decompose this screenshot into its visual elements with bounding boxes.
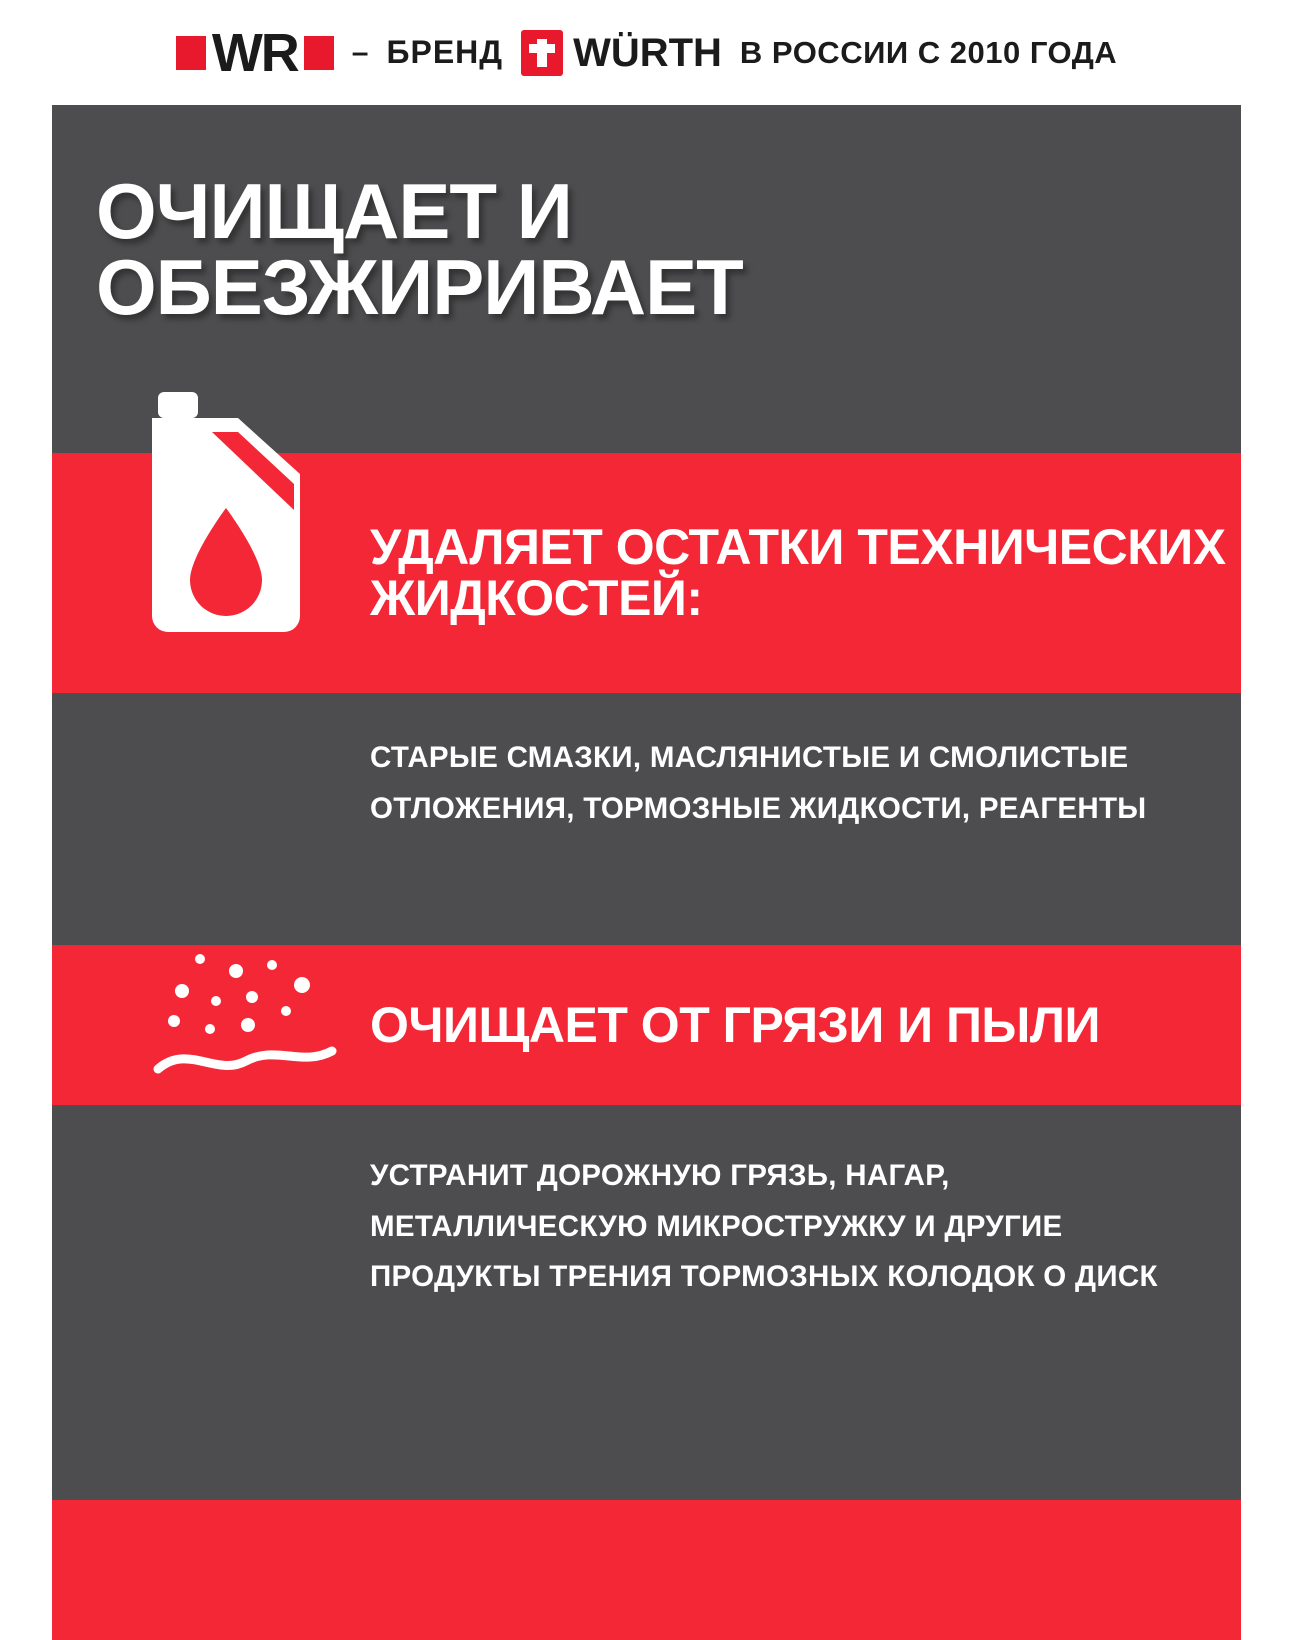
header-brand-word: БРЕНД [386, 34, 504, 70]
page-title [52, 105, 936, 332]
dust-particles-icon [152, 945, 342, 1105]
feature-heading-dirt: ОЧИЩАЕТ ОТ ГРЯЗИ И ПЫЛИ [370, 996, 1100, 1053]
jerrycan-drop-icon [134, 392, 354, 642]
feature-heading-fluids: УДАЛЯЕТ ОСТАТКИ ТЕХНИЧЕСКИХ ЖИДКОСТЕЙ: [370, 519, 1226, 626]
wurth-logo-text: WÜRTH [573, 30, 722, 75]
header-since-text: В РОССИИ С 2010 ГОДА [739, 34, 1118, 70]
header-dash: – [351, 35, 369, 69]
red-square-icon [176, 36, 206, 70]
page-title-line-2: ОБЕЗЖИРИВАЕТ [96, 243, 743, 332]
poster-footer-band [52, 1500, 1241, 1640]
wurth-logo-icon [521, 30, 563, 76]
page-header [0, 0, 1293, 105]
wr-logo [176, 22, 334, 83]
feature-body-dirt: УСТРАНИТ ДОРОЖНУЮ ГРЯЗЬ, НАГАР, МЕТАЛЛИЧЕСКУЮ МИКРОСТРУЖКУ И ДРУГИЕ ПРОДУКТЫ ТРЕНИЯ ТОРМОЗНЫХ КОЛОДОК О ДИСК [370, 1159, 1158, 1294]
red-square-icon [304, 36, 334, 70]
feature-body-fluids: СТАРЫЕ СМАЗКИ, МАСЛЯНИСТЫЕ И СМОЛИСТЫЕ ОТЛОЖЕНИЯ, ТОРМОЗНЫЕ ЖИДКОСТИ, РЕАГЕНТЫ [370, 741, 1147, 825]
wr-logo-text: WR [211, 22, 298, 83]
page-title-line-1: ОЧИЩАЕТ И [96, 167, 572, 255]
poster [52, 105, 1241, 1640]
wurth-logo [521, 30, 722, 76]
